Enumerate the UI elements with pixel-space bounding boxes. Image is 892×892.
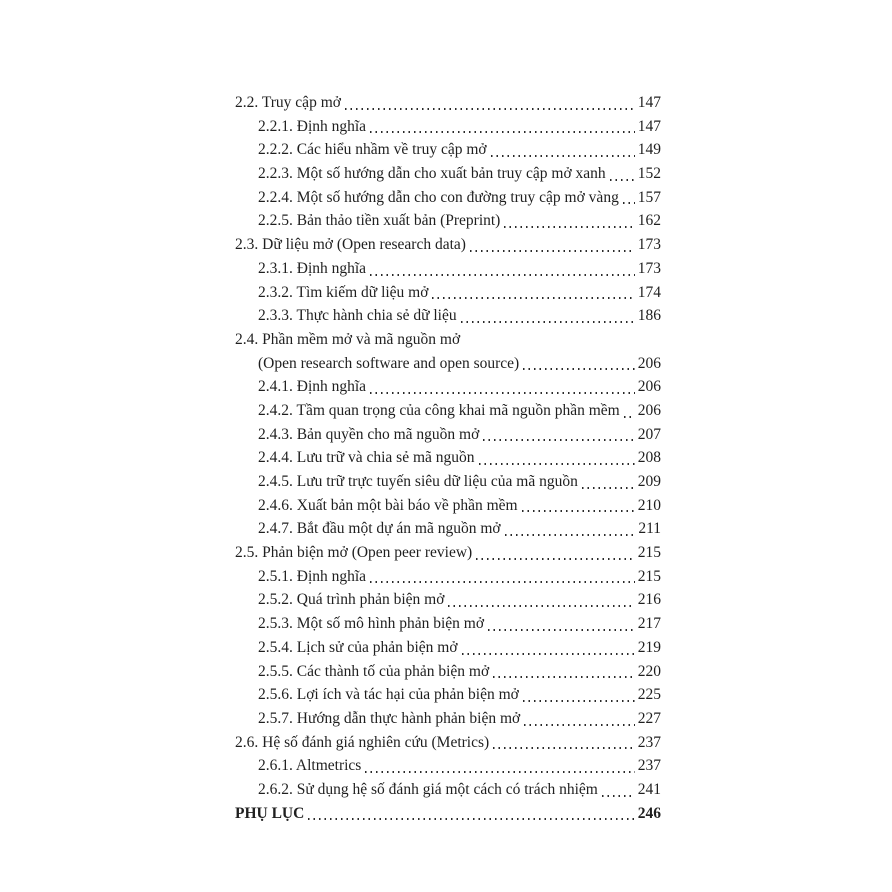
toc-entry-label: 2.4.2. Tầm quan trọng của công khai mã nguồn phần mềm: [258, 401, 620, 419]
toc-entry: [235, 660, 661, 684]
toc-entry-page: 211: [638, 520, 661, 538]
toc-entry: [235, 375, 661, 399]
toc-entry-label: 2.2.4. Một số hướng dẫn cho con đường truy cập mở vàng: [258, 188, 619, 206]
toc-entry: [235, 304, 661, 328]
dot-leader: [491, 155, 635, 157]
toc-entry-label: 2.4.6. Xuất bản một bài báo về phần mềm: [258, 496, 518, 514]
dot-leader: [448, 605, 634, 607]
toc-entry: [235, 352, 661, 376]
dot-leader: [504, 226, 634, 228]
toc-entry: [235, 802, 661, 826]
toc-entry: [235, 707, 661, 731]
dot-leader: [488, 629, 635, 631]
toc-entry-label: 2.2. Truy cập mở: [235, 94, 341, 111]
dot-leader: [370, 392, 635, 394]
toc-entry-label: 2.3.1. Định nghĩa: [258, 259, 367, 277]
dot-leader: [602, 795, 635, 797]
dot-leader: [345, 108, 635, 110]
toc-entry-label: 2.4.5. Lưu trữ trực tuyến siêu dữ liệu của mã nguồn: [258, 473, 578, 490]
dot-leader: [308, 818, 634, 820]
dot-leader: [370, 274, 635, 276]
toc-entry-page: 162: [637, 212, 661, 230]
toc-entry-label: 2.4. Phần mềm mở và mã nguồn mở: [235, 330, 461, 348]
toc-entry-label: 2.6.1. Altmetrics: [258, 757, 362, 775]
dot-leader: [461, 321, 635, 323]
toc-entry: [235, 328, 661, 352]
toc-entry-page: 186: [637, 307, 661, 325]
toc-entry-label: 2.3. Dữ liệu mở (Open research data): [235, 236, 466, 254]
dot-leader: [523, 368, 635, 370]
dot-leader: [470, 250, 635, 252]
toc-entry-label: 2.5.2. Quá trình phản biện mở: [258, 591, 445, 609]
dot-leader: [476, 558, 635, 560]
toc-entry: [235, 257, 661, 281]
toc-entry: [235, 281, 661, 305]
dot-leader: [505, 534, 636, 536]
toc-entry: [235, 91, 661, 115]
toc-entry: [235, 138, 661, 162]
toc-entry-page: 206: [637, 354, 661, 372]
toc-entry: [235, 423, 661, 447]
toc-entry: [235, 115, 661, 139]
toc-entry: [235, 446, 661, 470]
dot-leader: [370, 131, 635, 133]
toc-entry-label: 2.3.3. Thực hành chia sẻ dữ liệu: [258, 307, 457, 325]
dot-leader: [523, 700, 635, 702]
toc-entry-label: 2.5.4. Lịch sử của phản biện mở: [258, 638, 458, 656]
dot-leader: [370, 581, 635, 583]
toc-entry-page: 209: [637, 473, 661, 490]
toc-entry-label: 2.4.1. Định nghĩa: [258, 378, 367, 396]
toc-entry: [235, 636, 661, 660]
toc-entry-label: 2.2.1. Định nghĩa: [258, 117, 367, 135]
toc-entry-label: 2.4.7. Bắt đầu một dự án mã nguồn mở: [258, 520, 501, 538]
toc-entry-label: 2.5. Phản biện mở (Open peer review): [235, 544, 473, 562]
toc-entry-page: 237: [637, 733, 661, 751]
toc-entry: [235, 612, 661, 636]
toc-entry-page: 215: [637, 544, 661, 562]
toc-entry-page: 173: [637, 236, 661, 254]
toc-entry: [235, 233, 661, 257]
toc-entry: [235, 494, 661, 518]
toc-entry-page: 206: [637, 378, 661, 396]
toc-entry-page: 147: [637, 117, 661, 135]
toc-entry-page: 207: [637, 425, 661, 443]
toc-entry-page: 217: [637, 615, 661, 633]
toc-entry: [235, 731, 661, 755]
toc-entry-page: 173: [637, 259, 661, 277]
table-of-contents: [235, 91, 661, 825]
toc-entry-label: 2.2.5. Bản thảo tiền xuất bản (Preprint): [258, 212, 501, 230]
toc-entry-label: 2.5.5. Các thành tố của phản biện mở: [258, 662, 490, 680]
toc-entry-page: 208: [637, 449, 661, 467]
dot-leader: [623, 202, 635, 204]
toc-entry-page: 216: [637, 591, 661, 609]
toc-entry-page: 152: [637, 165, 661, 183]
toc-entry: [235, 162, 661, 186]
toc-entry-label: PHỤ LỤC: [235, 804, 305, 822]
toc-entry-page: 227: [637, 709, 661, 727]
toc-entry-label: 2.5.1. Định nghĩa: [258, 567, 367, 585]
dot-leader: [524, 724, 635, 726]
toc-entry-label: 2.6.2. Sử dụng hệ số đánh giá một cách có trách nhiệm: [258, 780, 598, 798]
toc-entry-page: 174: [637, 283, 661, 301]
toc-entry: [235, 517, 661, 541]
toc-entry-label: 2.5.3. Một số mô hình phản biện mở: [258, 615, 485, 633]
dot-leader: [483, 439, 634, 441]
dot-leader: [522, 510, 635, 512]
toc-entry: [235, 399, 661, 423]
toc-entry-page: 246: [637, 804, 661, 822]
toc-entry-page: 237: [637, 757, 661, 775]
toc-entry-label: 2.5.7. Hướng dẫn thực hành phản biện mở: [258, 709, 521, 727]
dot-leader: [610, 179, 635, 181]
toc-entry-label: 2.5.6. Lợi ích và tác hại của phản biện mở: [258, 686, 519, 704]
toc-entry-label: 2.2.3. Một số hướng dẫn cho xuất bản truy cập mở xanh: [258, 165, 606, 183]
dot-leader: [479, 463, 635, 465]
toc-entry-label: 2.3.2. Tìm kiếm dữ liệu mở: [258, 283, 429, 301]
toc-entry-page: 219: [637, 638, 661, 656]
toc-entry: [235, 209, 661, 233]
dot-leader: [493, 747, 635, 749]
dot-leader: [462, 653, 635, 655]
dot-leader: [582, 487, 635, 489]
toc-entry: [235, 588, 661, 612]
toc-entry-page: 215: [637, 567, 661, 585]
toc-entry: [235, 778, 661, 802]
toc-entry: [235, 186, 661, 210]
toc-entry-label: 2.4.3. Bản quyền cho mã nguồn mở: [258, 425, 480, 443]
toc-entry: [235, 683, 661, 707]
toc-entry-label: 2.6. Hệ số đánh giá nghiên cứu (Metrics): [235, 733, 490, 751]
toc-entry: [235, 754, 661, 778]
toc-entry-page: 241: [637, 780, 661, 798]
toc-entry: [235, 470, 661, 494]
toc-entry-page: 210: [637, 496, 661, 514]
toc-entry-page: 206: [637, 401, 661, 419]
toc-entry-page: 147: [637, 94, 661, 111]
toc-entry-label: 2.4.4. Lưu trữ và chia sẻ mã nguồn: [258, 449, 475, 467]
dot-leader: [493, 676, 635, 678]
toc-entry-page: 220: [637, 662, 661, 680]
dot-leader: [624, 416, 635, 418]
dot-leader: [365, 771, 634, 773]
toc-entry-label: 2.2.2. Các hiểu nhầm về truy cập mở: [258, 141, 487, 159]
dot-leader: [432, 297, 634, 299]
toc-entry: [235, 541, 661, 565]
toc-entry-page: 157: [637, 188, 661, 206]
toc-entry-page: 225: [637, 686, 661, 704]
toc-entry-page: 149: [637, 141, 661, 159]
toc-entry: [235, 565, 661, 589]
toc-entry-label: (Open research software and open source): [258, 354, 520, 372]
